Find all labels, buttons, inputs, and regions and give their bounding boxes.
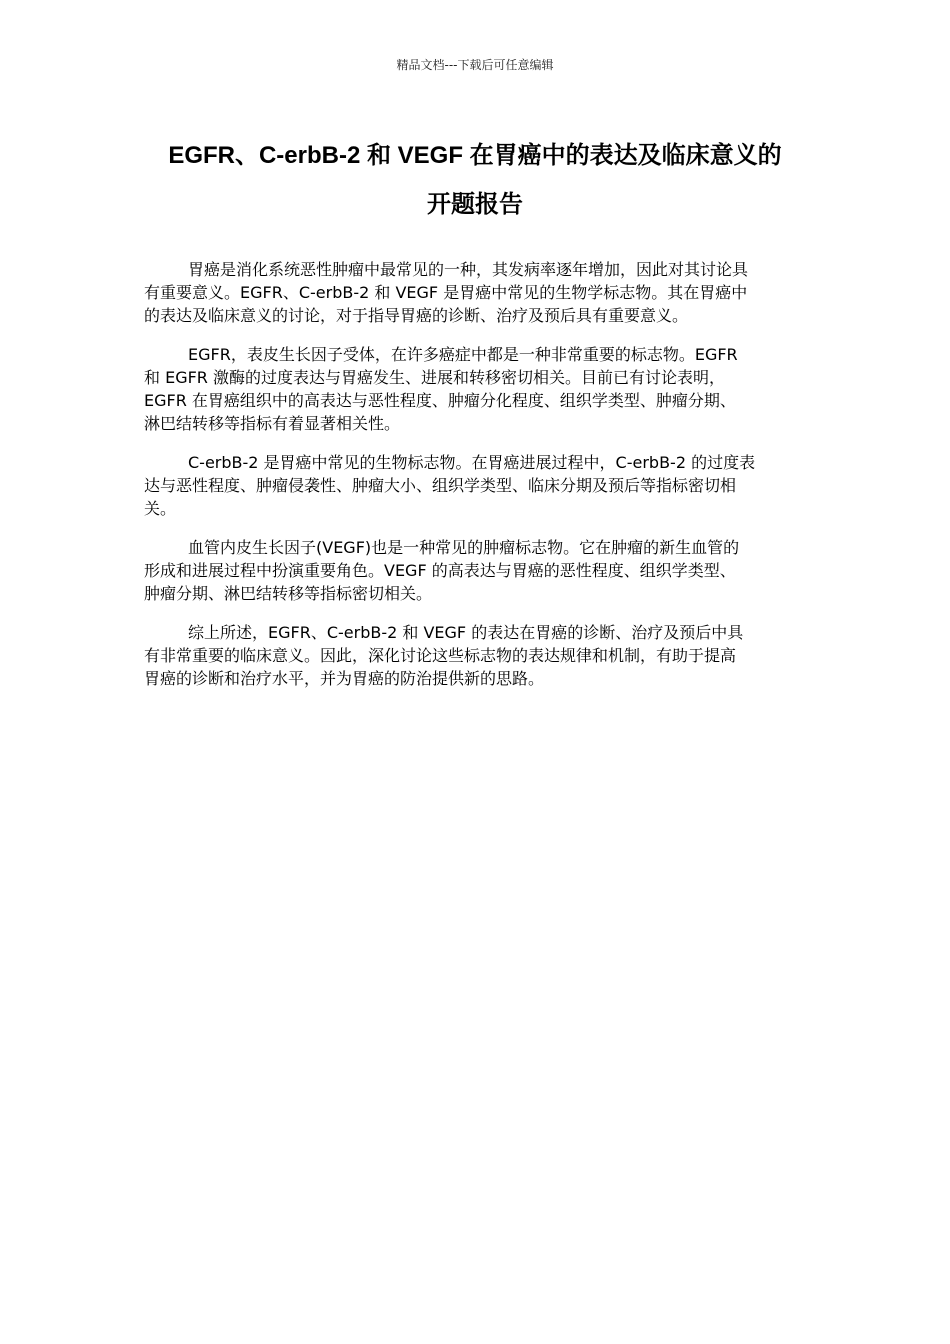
paragraph-line: C-erbB-2 是胃癌中常见的生物标志物。在胃癌进展过程中，C-erbB-2 的过度表 — [188, 453, 756, 472]
paragraph-line: EGFR，表皮生长因子受体，在许多癌症中都是一种非常重要的标志物。EGFR — [188, 345, 738, 364]
paragraph-line: 胃癌是消化系统恶性肿瘤中最常见的一种，其发病率逐年增加，因此对其讨论具 — [188, 260, 749, 279]
paragraph-line: EGFR 在胃癌组织中的高表达与恶性程度、肿瘤分化程度、组织学类型、肿瘤分期、 — [144, 391, 736, 410]
paragraph-line: 胃癌的诊断和治疗水平，并为胃癌的防治提供新的思路。 — [144, 669, 545, 688]
paragraph-line: 淋巴结转移等指标有着显著相关性。 — [144, 414, 401, 433]
page-header: 精品文档---下载后可任意编辑 — [396, 58, 554, 72]
paragraph-cerbb2 — [144, 451, 812, 520]
paragraph-egfr — [144, 343, 812, 435]
paragraph-line: 肿瘤分期、淋巴结转移等指标密切相关。 — [144, 584, 433, 603]
paragraph-line: 有重要意义。EGFR、C-erbB-2 和 VEGF 是胃癌中常见的生物学标志物。其在胃癌中 — [144, 283, 748, 302]
paragraph-line: 达与恶性程度、肿瘤侵袭性、肿瘤大小、组织学类型、临床分期及预后等指标密切相 — [144, 476, 737, 495]
paragraph-line: 综上所述，EGFR、C-erbB-2 和 VEGF 的表达在胃癌的诊断、治疗及预后中具 — [188, 623, 744, 642]
paragraph-line: 形成和进展过程中扮演重要角色。VEGF 的高表达与胃癌的恶性程度、组织学类型、 — [144, 561, 736, 580]
paragraph-intro — [144, 258, 812, 327]
paragraph-line: 血管内皮生长因子(VEGF)也是一种常见的肿瘤标志物。它在肿瘤的新生血管的 — [188, 538, 740, 557]
title-line-2: 开题报告 — [427, 191, 523, 218]
document-title — [120, 131, 830, 229]
paragraph-line: 和 EGFR 激酶的过度表达与胃癌发生、进展和转移密切相关。目前已有讨论表明， — [144, 368, 726, 387]
paragraph-line: 的表达及临床意义的讨论，对于指导胃癌的诊断、治疗及预后具有重要意义。 — [144, 306, 689, 325]
paragraph-vegf — [144, 536, 812, 605]
paragraph-line: 关。 — [144, 499, 177, 518]
title-line-1: EGFR、C-erbB-2 和 VEGF 在胃癌中的表达及临床意义的 — [168, 142, 782, 169]
paragraph-conclusion — [144, 621, 812, 690]
document-body — [144, 258, 812, 706]
paragraph-line: 有非常重要的临床意义。因此，深化讨论这些标志物的表达规律和机制，有助于提高 — [144, 646, 737, 665]
